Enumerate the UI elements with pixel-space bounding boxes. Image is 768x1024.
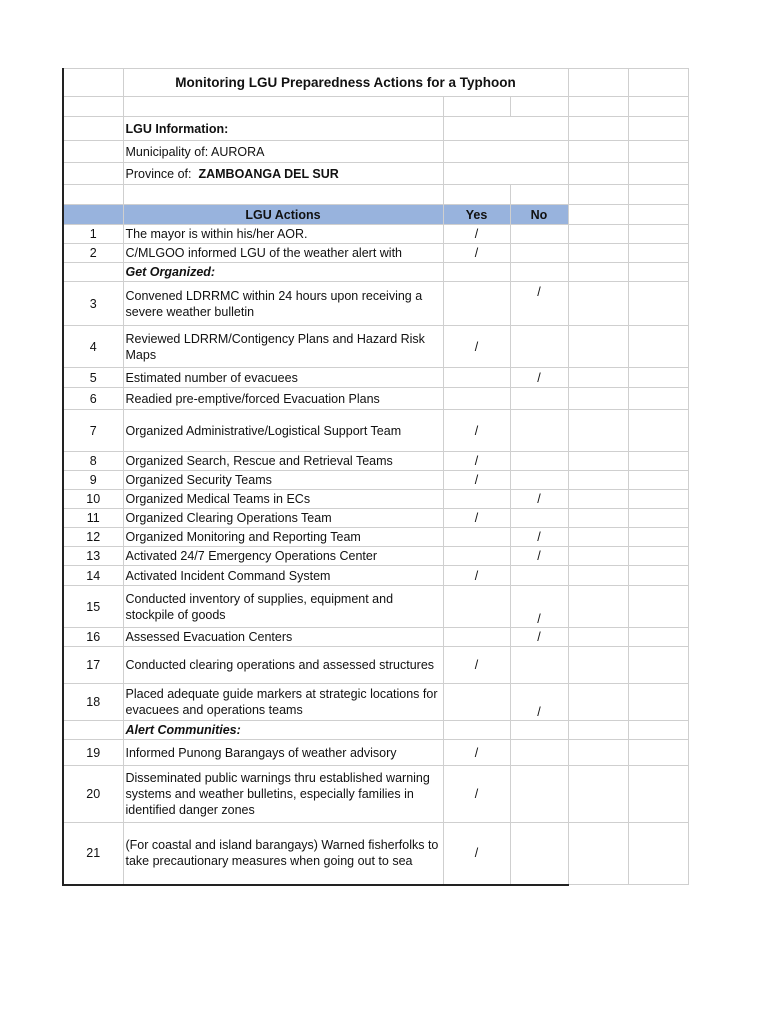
action-text[interactable]: Disseminated public warnings thru established warning systems and weather bulletins, especially families in identified danger zones [123, 766, 443, 823]
yes-mark[interactable] [443, 368, 510, 388]
province-label: Province of: [125, 166, 192, 181]
yes-mark[interactable]: / [443, 509, 510, 528]
action-text[interactable]: Estimated number of evacuees [123, 368, 443, 388]
cell[interactable] [568, 141, 628, 163]
lgu-info-heading[interactable]: LGU Information: [123, 117, 443, 141]
table-row [63, 410, 688, 452]
cell[interactable] [628, 721, 688, 740]
no-mark[interactable]: / [510, 628, 568, 647]
table-row [63, 566, 688, 586]
cell[interactable] [510, 263, 568, 282]
row-number[interactable]: 9 [63, 471, 123, 490]
row-number[interactable]: 12 [63, 528, 123, 547]
yes-mark[interactable] [443, 388, 510, 410]
yes-mark[interactable]: / [443, 225, 510, 244]
row-number[interactable]: 4 [63, 326, 123, 368]
action-text[interactable]: Activated Incident Command System [123, 566, 443, 586]
action-text[interactable]: C/MLGOO informed LGU of the weather alert with [123, 244, 443, 263]
cell[interactable] [568, 326, 628, 368]
no-mark[interactable]: / [510, 282, 568, 326]
action-text[interactable]: Readied pre-emptive/forced Evacuation Plans [123, 388, 443, 410]
action-text[interactable]: Organized Administrative/Logistical Support Team [123, 410, 443, 452]
province-cell[interactable] [123, 163, 443, 185]
no-mark[interactable] [510, 566, 568, 586]
row-number[interactable]: 16 [63, 628, 123, 647]
table-row [63, 823, 688, 885]
cell[interactable] [568, 547, 628, 566]
yes-mark[interactable]: / [443, 410, 510, 452]
no-mark[interactable] [510, 647, 568, 684]
table-row [63, 368, 688, 388]
table-row [63, 586, 688, 628]
cell[interactable] [568, 69, 628, 97]
cell[interactable] [63, 185, 123, 205]
action-text[interactable]: Conducted inventory of supplies, equipment and stockpile of goods [123, 586, 443, 628]
header-number-cell[interactable] [63, 205, 123, 225]
cell[interactable] [443, 163, 568, 185]
cell[interactable] [123, 185, 443, 205]
yes-mark[interactable]: / [443, 471, 510, 490]
action-text[interactable]: The mayor is within his/her AOR. [123, 225, 443, 244]
row-number[interactable]: 21 [63, 823, 123, 885]
section-heading[interactable]: Alert Communities: [123, 721, 443, 740]
row-number[interactable]: 13 [63, 547, 123, 566]
no-mark[interactable] [510, 410, 568, 452]
cell[interactable] [568, 823, 628, 885]
cell[interactable] [628, 97, 688, 117]
blank-row [63, 185, 688, 205]
cell[interactable] [628, 225, 688, 244]
cell[interactable] [628, 117, 688, 141]
cell[interactable] [568, 586, 628, 628]
row-number[interactable]: 19 [63, 740, 123, 766]
table-row [63, 282, 688, 326]
action-text[interactable]: (For coastal and island barangays) Warned fisherfolks to take precautionary measures when going out to sea [123, 823, 443, 885]
cell[interactable] [568, 205, 628, 225]
table-row [63, 490, 688, 509]
yes-mark[interactable]: / [443, 740, 510, 766]
row-number[interactable]: 7 [63, 410, 123, 452]
cell[interactable] [628, 586, 688, 628]
cell[interactable] [568, 647, 628, 684]
table-row [63, 388, 688, 410]
no-mark[interactable] [510, 823, 568, 885]
cell[interactable] [443, 263, 510, 282]
cell[interactable] [63, 163, 123, 185]
cell[interactable] [63, 263, 123, 282]
cell[interactable] [628, 452, 688, 471]
yes-mark[interactable] [443, 490, 510, 509]
row-number[interactable]: 2 [63, 244, 123, 263]
cell[interactable] [568, 244, 628, 263]
action-text[interactable]: Reviewed LDRRM/Contigency Plans and Hazard Risk Maps [123, 326, 443, 368]
yes-mark[interactable] [443, 586, 510, 628]
cell[interactable] [568, 721, 628, 740]
yes-mark[interactable] [443, 547, 510, 566]
row-number[interactable]: 3 [63, 282, 123, 326]
table-row [63, 326, 688, 368]
yes-mark[interactable]: / [443, 766, 510, 823]
cell[interactable] [628, 282, 688, 326]
municipality-value: AURORA [210, 144, 265, 159]
cell[interactable] [628, 163, 688, 185]
no-mark[interactable]: / [510, 684, 568, 721]
cell[interactable] [628, 547, 688, 566]
yes-mark[interactable]: / [443, 452, 510, 471]
cell[interactable] [443, 185, 510, 205]
row-number[interactable]: 15 [63, 586, 123, 628]
cell[interactable] [628, 410, 688, 452]
cell[interactable] [628, 823, 688, 885]
section-row [63, 721, 688, 740]
row-number[interactable]: 10 [63, 490, 123, 509]
action-text[interactable]: Conducted clearing operations and assessed structures [123, 647, 443, 684]
action-text[interactable]: Organized Clearing Operations Team [123, 509, 443, 528]
no-mark[interactable]: / [510, 490, 568, 509]
cell[interactable] [443, 141, 568, 163]
table-row [63, 684, 688, 721]
cell[interactable] [568, 471, 628, 490]
action-text[interactable]: Informed Punong Barangays of weather advisory [123, 740, 443, 766]
cell[interactable] [568, 163, 628, 185]
section-heading[interactable]: Get Organized: [123, 263, 443, 282]
cell[interactable] [628, 628, 688, 647]
yes-mark[interactable]: / [443, 326, 510, 368]
cell[interactable] [63, 141, 123, 163]
cell[interactable] [63, 117, 123, 141]
table-row [63, 547, 688, 566]
action-text[interactable]: Organized Security Teams [123, 471, 443, 490]
cell[interactable] [510, 97, 568, 117]
cell[interactable] [510, 185, 568, 205]
cell[interactable] [568, 410, 628, 452]
cell[interactable] [628, 647, 688, 684]
table-row [63, 225, 688, 244]
section-row [63, 263, 688, 282]
cell[interactable] [568, 185, 628, 205]
cell[interactable] [568, 490, 628, 509]
cell[interactable] [628, 69, 688, 97]
row-number[interactable]: 8 [63, 452, 123, 471]
action-text[interactable]: Organized Search, Rescue and Retrieval Teams [123, 452, 443, 471]
cell[interactable] [568, 117, 628, 141]
yes-mark[interactable]: / [443, 566, 510, 586]
province-value: ZAMBOANGA DEL SUR [198, 166, 339, 181]
cell[interactable] [628, 185, 688, 205]
municipality-label: Municipality of: [125, 144, 209, 159]
cell[interactable] [628, 141, 688, 163]
row-number[interactable]: 14 [63, 566, 123, 586]
cell[interactable] [568, 528, 628, 547]
cell[interactable] [568, 97, 628, 117]
table-row [63, 509, 688, 528]
cell[interactable] [628, 263, 688, 282]
cell[interactable] [628, 490, 688, 509]
no-mark[interactable]: / [510, 547, 568, 566]
cell[interactable] [568, 684, 628, 721]
row-number[interactable]: 11 [63, 509, 123, 528]
cell[interactable] [628, 471, 688, 490]
header-yes[interactable]: Yes [443, 205, 510, 225]
cell[interactable] [568, 740, 628, 766]
cell[interactable] [568, 263, 628, 282]
cell[interactable] [628, 684, 688, 721]
cell[interactable] [443, 97, 510, 117]
cell[interactable] [443, 117, 568, 141]
table-row [63, 528, 688, 547]
row-number[interactable]: 5 [63, 368, 123, 388]
cell[interactable] [568, 766, 628, 823]
yes-mark[interactable] [443, 528, 510, 547]
table-row [63, 647, 688, 684]
cell[interactable] [628, 368, 688, 388]
table-header-row [63, 205, 688, 225]
yes-mark[interactable]: / [443, 244, 510, 263]
blank-row [63, 97, 688, 117]
row-number[interactable]: 20 [63, 766, 123, 823]
table-row [63, 244, 688, 263]
action-text[interactable]: Organized Medical Teams in ECs [123, 490, 443, 509]
cell[interactable] [568, 509, 628, 528]
row-number[interactable]: 6 [63, 388, 123, 410]
action-text[interactable]: Assessed Evacuation Centers [123, 628, 443, 647]
cell[interactable] [63, 97, 123, 117]
no-mark[interactable]: / [510, 368, 568, 388]
cell[interactable] [628, 388, 688, 410]
yes-mark[interactable]: / [443, 823, 510, 885]
cell[interactable] [628, 528, 688, 547]
table-row [63, 452, 688, 471]
title-row [63, 69, 688, 97]
municipality-cell[interactable] [123, 141, 443, 163]
yes-mark[interactable] [443, 282, 510, 326]
table-row [63, 471, 688, 490]
no-mark[interactable]: / [510, 586, 568, 628]
no-mark[interactable] [510, 225, 568, 244]
no-mark[interactable] [510, 471, 568, 490]
province-row [63, 163, 688, 185]
header-no[interactable]: No [510, 205, 568, 225]
cell[interactable] [628, 566, 688, 586]
table-row [63, 628, 688, 647]
cell[interactable] [568, 225, 628, 244]
cell[interactable] [443, 721, 510, 740]
action-text[interactable]: Activated 24/7 Emergency Operations Center [123, 547, 443, 566]
cell[interactable] [568, 566, 628, 586]
no-mark[interactable]: / [510, 528, 568, 547]
cell[interactable] [510, 721, 568, 740]
cell[interactable] [628, 509, 688, 528]
no-mark[interactable] [510, 388, 568, 410]
cell[interactable] [628, 205, 688, 225]
municipality-row [63, 141, 688, 163]
cell[interactable] [568, 282, 628, 326]
cell[interactable] [568, 368, 628, 388]
sheet-title[interactable]: Monitoring LGU Preparedness Actions for a Typhoon [123, 69, 568, 97]
action-text[interactable]: Placed adequate guide markers at strategic locations for evacuees and operations teams [123, 684, 443, 721]
no-mark[interactable] [510, 509, 568, 528]
no-mark[interactable] [510, 740, 568, 766]
table-row [63, 740, 688, 766]
cell[interactable] [628, 740, 688, 766]
no-mark[interactable] [510, 326, 568, 368]
spreadsheet-table [62, 68, 689, 886]
yes-mark[interactable]: / [443, 647, 510, 684]
cell[interactable] [628, 326, 688, 368]
cell[interactable] [628, 766, 688, 823]
row-number[interactable]: 1 [63, 225, 123, 244]
yes-mark[interactable] [443, 628, 510, 647]
lgu-info-row [63, 117, 688, 141]
row-number[interactable]: 17 [63, 647, 123, 684]
action-text[interactable]: Convened LDRRMC within 24 hours upon receiving a severe weather bulletin [123, 282, 443, 326]
no-mark[interactable] [510, 452, 568, 471]
no-mark[interactable] [510, 244, 568, 263]
cell[interactable] [568, 452, 628, 471]
row-number[interactable]: 18 [63, 684, 123, 721]
cell[interactable] [568, 388, 628, 410]
header-actions[interactable]: LGU Actions [123, 205, 443, 225]
cell[interactable] [63, 721, 123, 740]
action-text[interactable]: Organized Monitoring and Reporting Team [123, 528, 443, 547]
cell[interactable] [628, 244, 688, 263]
cell[interactable] [63, 69, 123, 97]
table-row [63, 766, 688, 823]
no-mark[interactable] [510, 766, 568, 823]
cell[interactable] [123, 97, 443, 117]
cell[interactable] [568, 628, 628, 647]
yes-mark[interactable] [443, 684, 510, 721]
